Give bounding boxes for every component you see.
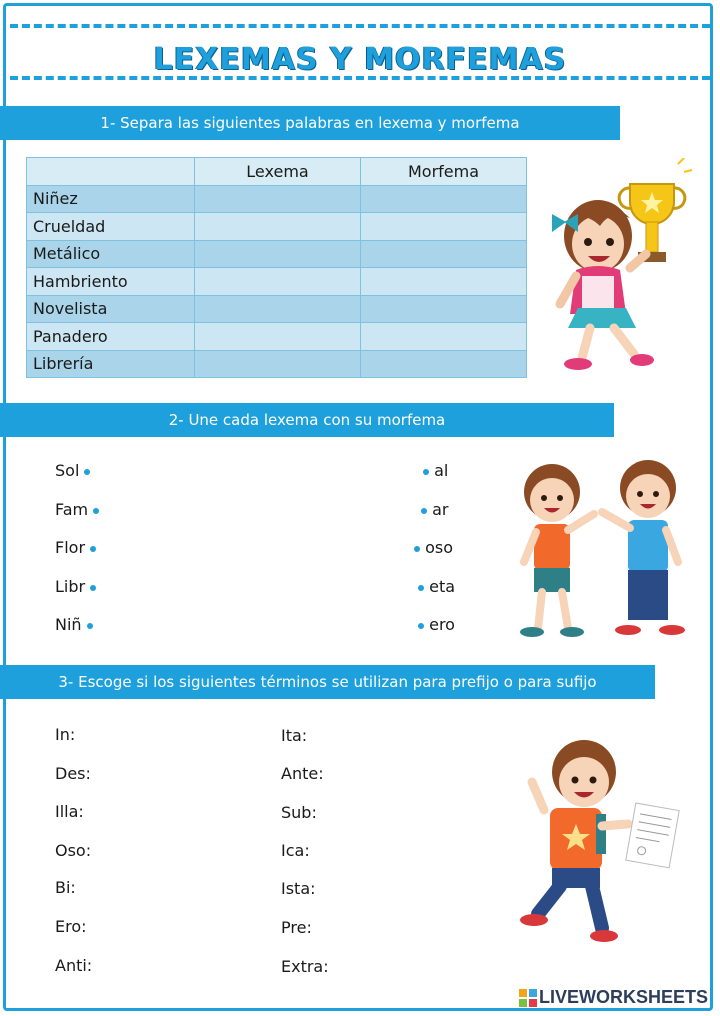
high-five-boys-illustration <box>510 458 700 648</box>
lexema-answer-cell[interactable] <box>195 240 361 268</box>
match-dot[interactable] <box>87 623 93 629</box>
table-row <box>27 350 527 378</box>
lexema-answer-cell[interactable] <box>195 213 361 241</box>
match-right-label: al <box>434 461 449 480</box>
match-right-item[interactable] <box>418 577 455 596</box>
match-right-item[interactable] <box>418 615 455 634</box>
match-right-label: ero <box>429 615 455 634</box>
table-header-lexema: Lexema <box>195 158 361 186</box>
match-right-label: eta <box>429 577 456 596</box>
match-dot[interactable] <box>418 585 424 591</box>
table-header-blank <box>27 158 195 186</box>
liveworksheets-logo <box>519 987 708 1008</box>
jumping-boy-illustration <box>520 728 685 968</box>
lexema-answer-cell[interactable] <box>195 268 361 296</box>
term-label: Sub: <box>281 803 317 822</box>
match-dot[interactable] <box>421 508 427 514</box>
term-label: Pre: <box>281 918 312 937</box>
match-left-label: Flor <box>55 538 86 557</box>
match-left-label: Niñ <box>55 615 82 634</box>
table-row <box>27 185 527 213</box>
match-left-item[interactable] <box>55 577 96 596</box>
word-cell: Niñez <box>27 185 195 213</box>
match-left-item[interactable] <box>55 538 96 557</box>
morfema-answer-cell[interactable] <box>361 268 527 296</box>
table-row <box>27 323 527 351</box>
word-cell: Metálico <box>27 240 195 268</box>
title-band <box>0 20 720 86</box>
match-left-label: Sol <box>55 461 80 480</box>
match-dot[interactable] <box>414 546 420 552</box>
title-dash-top <box>10 24 710 28</box>
match-dot[interactable] <box>418 623 424 629</box>
word-cell: Crueldad <box>27 213 195 241</box>
match-right-label: oso <box>425 538 454 557</box>
term-label: Ista: <box>281 879 316 898</box>
section3-heading: 3- Escoge si los siguientes términos se utilizan para prefijo o para sufijo <box>0 665 655 699</box>
section2-heading: 2- Une cada lexema con su morfema <box>0 403 614 437</box>
word-cell: Librería <box>27 350 195 378</box>
word-cell: Hambriento <box>27 268 195 296</box>
match-dot[interactable] <box>84 469 90 475</box>
term-label: Bi: <box>55 878 76 897</box>
word-cell: Panadero <box>27 323 195 351</box>
lexema-answer-cell[interactable] <box>195 185 361 213</box>
morfema-answer-cell[interactable] <box>361 295 527 323</box>
match-left-label: Libr <box>55 577 86 596</box>
trophy-girl-illustration <box>538 158 698 378</box>
match-left-label: Fam <box>55 500 89 519</box>
lexema-answer-cell[interactable] <box>195 350 361 378</box>
term-label: Des: <box>55 764 91 783</box>
term-label: Extra: <box>281 957 329 976</box>
term-label: Ante: <box>281 764 324 783</box>
table-row <box>27 213 527 241</box>
table-row <box>27 295 527 323</box>
term-label: Ica: <box>281 841 310 860</box>
match-right-item[interactable] <box>421 500 448 519</box>
term-label: Anti: <box>55 956 93 975</box>
match-right-item[interactable] <box>423 461 448 480</box>
morfema-answer-cell[interactable] <box>361 213 527 241</box>
table-header-row <box>27 158 527 186</box>
term-label: Ero: <box>55 917 87 936</box>
term-label: Illa: <box>55 802 84 821</box>
match-right-label: ar <box>432 500 449 519</box>
match-right-item[interactable] <box>414 538 453 557</box>
term-label: Ita: <box>281 726 308 745</box>
match-dot[interactable] <box>423 469 429 475</box>
lexema-morfema-table <box>26 157 527 378</box>
page-title: LEXEMAS Y MORFEMAS <box>153 42 567 77</box>
term-label: Oso: <box>55 841 92 860</box>
table-row <box>27 240 527 268</box>
lexema-answer-cell[interactable] <box>195 323 361 351</box>
table-row <box>27 268 527 296</box>
term-label: In: <box>55 725 76 744</box>
lexema-answer-cell[interactable] <box>195 295 361 323</box>
word-cell: Novelista <box>27 295 195 323</box>
brand-name: LIVEWORKSHEETS <box>538 987 708 1007</box>
morfema-answer-cell[interactable] <box>361 240 527 268</box>
match-left-item[interactable] <box>55 615 93 634</box>
match-dot[interactable] <box>93 508 99 514</box>
morfema-answer-cell[interactable] <box>361 185 527 213</box>
match-dot[interactable] <box>90 585 96 591</box>
table-header-morfema: Morfema <box>361 158 527 186</box>
liveworksheets-logo-icon <box>519 989 537 1007</box>
match-dot[interactable] <box>90 546 96 552</box>
morfema-answer-cell[interactable] <box>361 323 527 351</box>
morfema-answer-cell[interactable] <box>361 350 527 378</box>
match-left-item[interactable] <box>55 500 99 519</box>
section1-heading: 1- Separa las siguientes palabras en lexema y morfema <box>0 106 620 140</box>
match-left-item[interactable] <box>55 461 90 480</box>
